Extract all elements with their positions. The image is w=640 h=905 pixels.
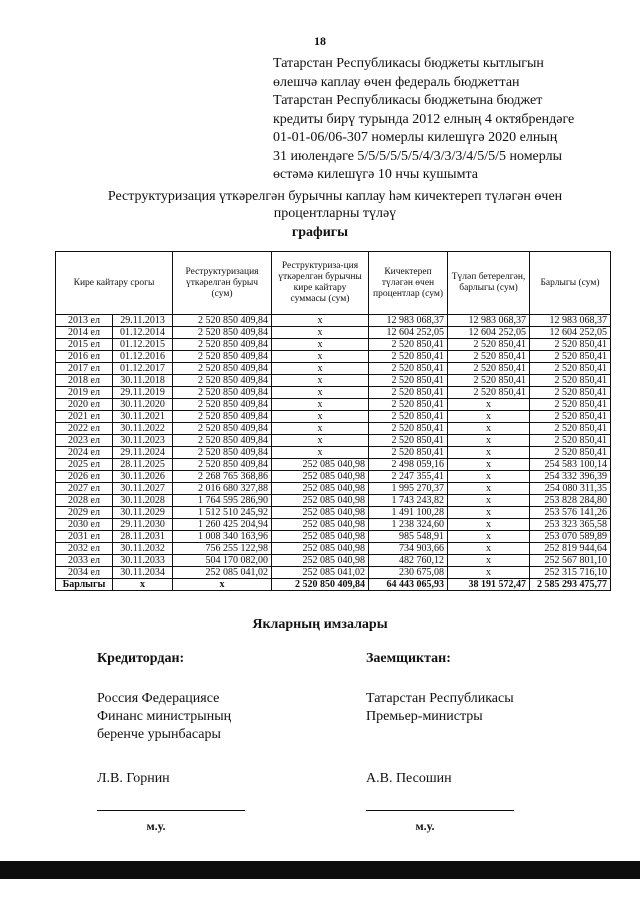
- cell-debt: 756 255 122,98: [173, 543, 272, 555]
- cell-interest: 1 995 270,37: [369, 483, 448, 495]
- cell-debt: 2 520 850 409,84: [173, 423, 272, 435]
- cell-repay: x: [272, 387, 369, 399]
- cell-date: 30.11.2021: [113, 411, 173, 423]
- table-row: [56, 387, 611, 399]
- cell-year: 2023 ел: [56, 435, 113, 447]
- table-row: [56, 483, 611, 495]
- table-row: [56, 567, 611, 579]
- table-row: [56, 531, 611, 543]
- total-cell-paid: 38 191 572,47: [448, 579, 530, 591]
- cell-paid: x: [448, 411, 530, 423]
- header-restructured-debt: Реструктуризация үткәрелгән бурыч (сум): [173, 252, 272, 315]
- cell-date: 30.11.2034: [113, 567, 173, 579]
- cell-date: 30.11.2033: [113, 555, 173, 567]
- annex-line: кредиты бирү турында 2012 елның 4 октябрендәге: [273, 111, 575, 127]
- cell-interest: 985 548,91: [369, 531, 448, 543]
- cell-repay: 252 085 040,98: [272, 531, 369, 543]
- table-row: [56, 327, 611, 339]
- cell-paid: x: [448, 567, 530, 579]
- creditor-position-line: беренче урынбасары: [97, 727, 221, 742]
- cell-repay: x: [272, 447, 369, 459]
- borrower-signature-block: [366, 650, 514, 835]
- cell-date: 30.11.2018: [113, 375, 173, 387]
- repayment-schedule-table: [55, 251, 611, 591]
- cell-repay: 252 085 040,98: [272, 543, 369, 555]
- cell-debt: 2 520 850 409,84: [173, 315, 272, 327]
- annex-line: Татарстан Республикасы бюджетына бюджет: [273, 93, 543, 108]
- header-repayment-amount: Реструктуриза-ция үткәрелгән бурычны кире кайтару суммасы (сум): [272, 252, 369, 315]
- cell-year: 2028 ел: [56, 495, 113, 507]
- cell-interest: 1 491 100,28: [369, 507, 448, 519]
- cell-total: 2 520 850,41: [530, 447, 611, 459]
- cell-paid: 2 520 850,41: [448, 387, 530, 399]
- cell-repay: x: [272, 327, 369, 339]
- cell-repay: x: [272, 399, 369, 411]
- total-cell-debt: x: [173, 579, 272, 591]
- cell-repay: 252 085 040,98: [272, 471, 369, 483]
- cell-total: 2 520 850,41: [530, 411, 611, 423]
- borrower-name: А.В. Песошин: [366, 771, 452, 786]
- table-row: [56, 471, 611, 483]
- cell-debt: 2 520 850 409,84: [173, 363, 272, 375]
- cell-repay: 252 085 041,02: [272, 567, 369, 579]
- borrower-role: Заемщиктан:: [366, 651, 451, 666]
- cell-total: 2 520 850,41: [530, 423, 611, 435]
- cell-paid: 2 520 850,41: [448, 339, 530, 351]
- cell-debt: 2 520 850 409,84: [173, 327, 272, 339]
- header-grand-total: Барлыгы (сум): [530, 252, 611, 315]
- cell-repay: x: [272, 339, 369, 351]
- header-return-term: Кире кайтару срогы: [56, 252, 173, 315]
- cell-paid: x: [448, 435, 530, 447]
- cell-repay: x: [272, 351, 369, 363]
- cell-debt: 504 170 082,00: [173, 555, 272, 567]
- total-cell-repay: 2 520 850 409,84: [272, 579, 369, 591]
- cell-paid: x: [448, 531, 530, 543]
- header-deferred-interest: Кичектереп түләгән өчен процентлар (сум): [369, 252, 448, 315]
- cell-total: 2 520 850,41: [530, 387, 611, 399]
- table-row: [56, 555, 611, 567]
- cell-date: 01.12.2017: [113, 363, 173, 375]
- annex-line: 01-01-06/06-307 номерлы килешүгә 2020 елның: [273, 130, 558, 145]
- table-row: [56, 423, 611, 435]
- cell-paid: x: [448, 495, 530, 507]
- total-cell-date: x: [113, 579, 173, 591]
- table-row: [56, 459, 611, 471]
- cell-year: 2022 ел: [56, 423, 113, 435]
- cell-total: 2 520 850,41: [530, 339, 611, 351]
- cell-total: 253 828 284,80: [530, 495, 611, 507]
- cell-date: 28.11.2025: [113, 459, 173, 471]
- cell-debt: 2 520 850 409,84: [173, 459, 272, 471]
- table-row: [56, 519, 611, 531]
- cell-date: 28.11.2031: [113, 531, 173, 543]
- annex-line: Татарстан Республикасы бюджеты кытлыгын: [273, 56, 544, 71]
- cell-year: 2027 ел: [56, 483, 113, 495]
- cell-total: 2 520 850,41: [530, 375, 611, 387]
- total-cell-interest: 64 443 065,93: [369, 579, 448, 591]
- cell-debt: 2 016 680 327,88: [173, 483, 272, 495]
- cell-year: 2013 ел: [56, 315, 113, 327]
- creditor-signature-block: [97, 650, 245, 835]
- cell-paid: x: [448, 507, 530, 519]
- cell-date: 29.11.2013: [113, 315, 173, 327]
- annex-line: өлешчә каплау өчен федераль бюджеттан: [273, 74, 520, 90]
- cell-date: 01.12.2016: [113, 351, 173, 363]
- table-row: [56, 411, 611, 423]
- cell-year: 2032 ел: [56, 543, 113, 555]
- cell-total: 2 520 850,41: [530, 363, 611, 375]
- table-row: [56, 507, 611, 519]
- table-row: [56, 543, 611, 555]
- cell-year: 2029 ел: [56, 507, 113, 519]
- cell-year: 2020 ел: [56, 399, 113, 411]
- cell-year: 2014 ел: [56, 327, 113, 339]
- cell-paid: x: [448, 423, 530, 435]
- cell-paid: 2 520 850,41: [448, 351, 530, 363]
- cell-total: 253 323 365,58: [530, 519, 611, 531]
- cell-interest: 2 520 850,41: [369, 375, 448, 387]
- creditor-role: Кредитордан:: [97, 651, 185, 666]
- cell-debt: 2 520 850 409,84: [173, 411, 272, 423]
- cell-repay: x: [272, 423, 369, 435]
- cell-total: 12 983 068,37: [530, 315, 611, 327]
- total-cell-total: 2 585 293 475,77: [530, 579, 611, 591]
- cell-repay: 252 085 040,98: [272, 507, 369, 519]
- cell-paid: x: [448, 447, 530, 459]
- cell-total: 254 583 100,14: [530, 459, 611, 471]
- creditor-stamp-place: м.у.: [146, 819, 166, 833]
- cell-year: 2015 ел: [56, 339, 113, 351]
- cell-repay: 252 085 040,98: [272, 459, 369, 471]
- cell-year: 2034 ел: [56, 567, 113, 579]
- table-row: [56, 495, 611, 507]
- cell-date: 30.11.2028: [113, 495, 173, 507]
- cell-date: 29.11.2030: [113, 519, 173, 531]
- cell-interest: 2 520 850,41: [369, 387, 448, 399]
- cell-interest: 2 520 850,41: [369, 399, 448, 411]
- cell-total: 2 520 850,41: [530, 351, 611, 363]
- cell-debt: 2 520 850 409,84: [173, 375, 272, 387]
- cell-paid: 2 520 850,41: [448, 375, 530, 387]
- creditor-position-line: Россия Федерациясе: [97, 691, 220, 706]
- cell-year: 2025 ел: [56, 459, 113, 471]
- document-title: Реструктуризация үткәрелгән бурычны каплау һәм кичектереп түләгән өчен процентларны түләү: [107, 189, 563, 221]
- cell-interest: 2 520 850,41: [369, 423, 448, 435]
- table-row: [56, 351, 611, 363]
- cell-interest: 230 675,08: [369, 567, 448, 579]
- cell-paid: 2 520 850,41: [448, 363, 530, 375]
- cell-date: 30.11.2029: [113, 507, 173, 519]
- table-row: [56, 435, 611, 447]
- cell-year: 2026 ел: [56, 471, 113, 483]
- cell-debt: 2 520 850 409,84: [173, 447, 272, 459]
- cell-total: 254 080 311,35: [530, 483, 611, 495]
- cell-interest: 2 520 850,41: [369, 447, 448, 459]
- table-header-row: [56, 252, 611, 315]
- cell-interest: 1 743 243,82: [369, 495, 448, 507]
- cell-paid: x: [448, 459, 530, 471]
- table-row: [56, 363, 611, 375]
- cell-debt: 1 512 510 245,92: [173, 507, 272, 519]
- annex-line: 31 июлендәге 5/5/5/5/5/5/4/3/3/3/4/5/5/5 номерлы: [273, 148, 562, 164]
- cell-paid: 12 983 068,37: [448, 315, 530, 327]
- cell-year: 2021 ел: [56, 411, 113, 423]
- borrower-position-line: Премьер-министры: [366, 709, 483, 724]
- annex-line: өстәмә килешүгә 10 нчы кушымта: [273, 167, 478, 182]
- cell-year: 2016 ел: [56, 351, 113, 363]
- creditor-name: Л.В. Горнин: [97, 771, 170, 786]
- annex-heading: [273, 55, 613, 185]
- cell-paid: 12 604 252,05: [448, 327, 530, 339]
- cell-total: 254 332 396,39: [530, 471, 611, 483]
- cell-repay: 252 085 040,98: [272, 519, 369, 531]
- cell-interest: 734 903,66: [369, 543, 448, 555]
- cell-debt: 2 520 850 409,84: [173, 351, 272, 363]
- cell-year: 2018 ел: [56, 375, 113, 387]
- cell-debt: 2 268 765 368,86: [173, 471, 272, 483]
- table-row: [56, 447, 611, 459]
- borrower-stamp-place: м.у.: [415, 819, 435, 833]
- cell-total: 253 576 141,26: [530, 507, 611, 519]
- table-row: [56, 339, 611, 351]
- cell-repay: x: [272, 315, 369, 327]
- creditor-signature-line: [97, 810, 245, 811]
- cell-year: 2024 ел: [56, 447, 113, 459]
- cell-date: 01.12.2014: [113, 327, 173, 339]
- cell-date: 30.11.2020: [113, 399, 173, 411]
- cell-debt: 1 008 340 163,96: [173, 531, 272, 543]
- cell-year: 2017 ел: [56, 363, 113, 375]
- table-row: [56, 375, 611, 387]
- cell-year: 2033 ел: [56, 555, 113, 567]
- cell-repay: x: [272, 435, 369, 447]
- cell-paid: x: [448, 483, 530, 495]
- cell-interest: 2 520 850,41: [369, 411, 448, 423]
- total-cell-label: Барлыгы: [56, 579, 113, 591]
- cell-total: 253 070 589,89: [530, 531, 611, 543]
- cell-date: 30.11.2022: [113, 423, 173, 435]
- cell-paid: x: [448, 519, 530, 531]
- cell-debt: 252 085 041,02: [173, 567, 272, 579]
- cell-total: 2 520 850,41: [530, 399, 611, 411]
- cell-repay: 252 085 040,98: [272, 495, 369, 507]
- signatures-title: Якларның имзалары: [252, 617, 388, 632]
- cell-total: 12 604 252,05: [530, 327, 611, 339]
- cell-interest: 2 520 850,41: [369, 435, 448, 447]
- cell-total: 252 315 716,10: [530, 567, 611, 579]
- cell-interest: 2 520 850,41: [369, 351, 448, 363]
- cell-year: 2031 ел: [56, 531, 113, 543]
- cell-interest: 482 760,12: [369, 555, 448, 567]
- cell-interest: 2 247 355,41: [369, 471, 448, 483]
- table-row: [56, 399, 611, 411]
- cell-date: 30.11.2023: [113, 435, 173, 447]
- cell-repay: x: [272, 363, 369, 375]
- cell-date: 01.12.2015: [113, 339, 173, 351]
- cell-repay: 252 085 040,98: [272, 483, 369, 495]
- cell-year: 2030 ел: [56, 519, 113, 531]
- table-total-row: [56, 579, 611, 591]
- cell-paid: x: [448, 543, 530, 555]
- cell-year: 2019 ел: [56, 387, 113, 399]
- cell-interest: 2 520 850,41: [369, 363, 448, 375]
- cell-date: 30.11.2032: [113, 543, 173, 555]
- borrower-position-line: Татарстан Республикасы: [366, 691, 514, 706]
- cell-interest: 2 498 059,16: [369, 459, 448, 471]
- cell-paid: x: [448, 399, 530, 411]
- document-subtitle: графигы: [291, 225, 349, 240]
- cell-interest: 12 983 068,37: [369, 315, 448, 327]
- cell-debt: 2 520 850 409,84: [173, 339, 272, 351]
- cell-total: 2 520 850,41: [530, 435, 611, 447]
- cell-repay: 252 085 040,98: [272, 555, 369, 567]
- cell-repay: x: [272, 375, 369, 387]
- page-number: 18: [314, 34, 326, 48]
- cell-debt: 1 764 595 286,90: [173, 495, 272, 507]
- cell-debt: 2 520 850 409,84: [173, 399, 272, 411]
- cell-paid: x: [448, 555, 530, 567]
- creditor-position-line: Финанс министрының: [97, 709, 232, 724]
- cell-debt: 2 520 850 409,84: [173, 387, 272, 399]
- cell-date: 30.11.2027: [113, 483, 173, 495]
- cell-date: 29.11.2019: [113, 387, 173, 399]
- header-paid-total: Түләп бетерелгән, барлыгы (сум): [448, 252, 530, 315]
- cell-debt: 1 260 425 204,94: [173, 519, 272, 531]
- scan-edge-bar: [0, 861, 640, 879]
- cell-date: 29.11.2024: [113, 447, 173, 459]
- cell-date: 30.11.2026: [113, 471, 173, 483]
- cell-repay: x: [272, 411, 369, 423]
- cell-total: 252 567 801,10: [530, 555, 611, 567]
- borrower-signature-line: [366, 810, 514, 811]
- cell-interest: 2 520 850,41: [369, 339, 448, 351]
- cell-debt: 2 520 850 409,84: [173, 435, 272, 447]
- cell-total: 252 819 944,64: [530, 543, 611, 555]
- table-row: [56, 315, 611, 327]
- cell-paid: x: [448, 471, 530, 483]
- cell-interest: 12 604 252,05: [369, 327, 448, 339]
- cell-interest: 1 238 324,60: [369, 519, 448, 531]
